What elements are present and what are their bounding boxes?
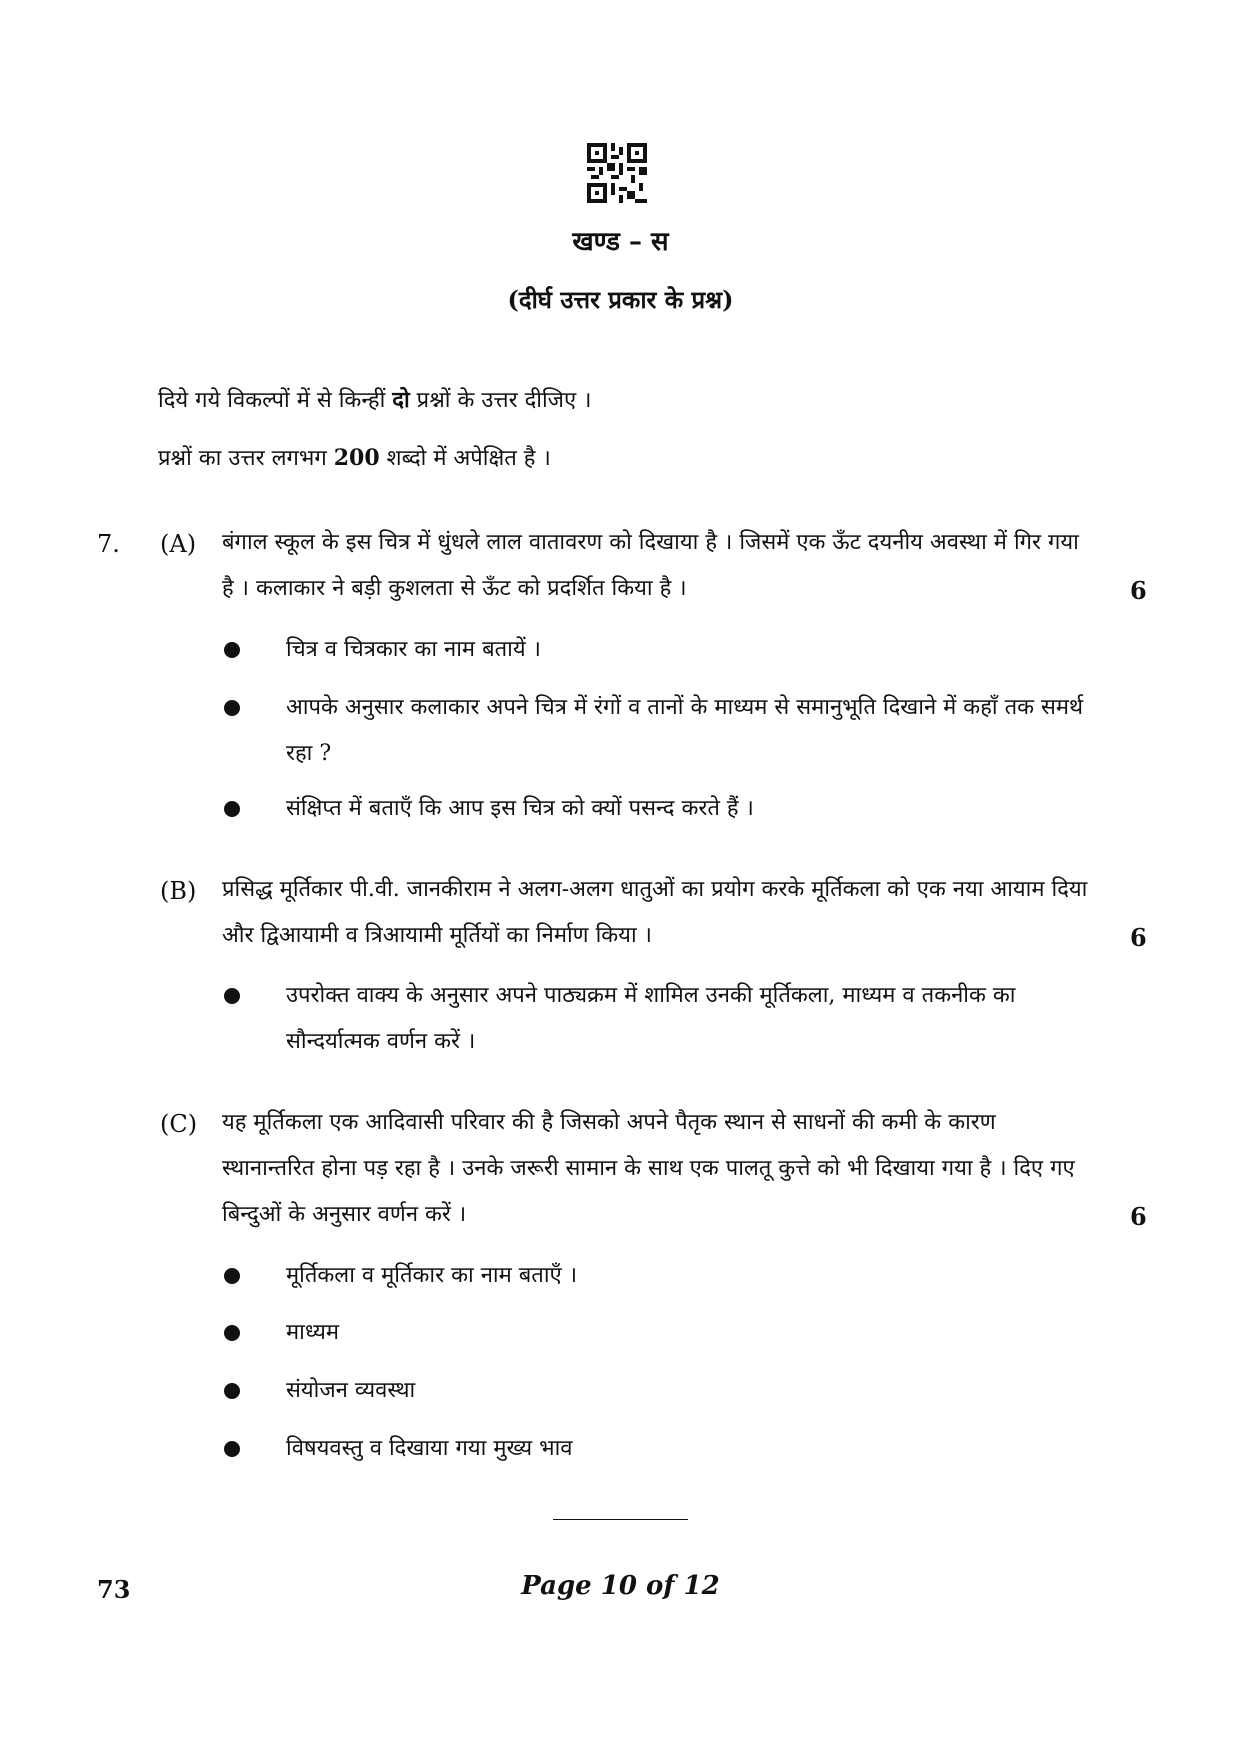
- question-number: 7.: [97, 530, 120, 558]
- marks-a: 6: [1130, 576, 1147, 605]
- bullet-icon: [224, 1441, 240, 1457]
- bullet-icon: [224, 1325, 240, 1341]
- bullet-text-c-3: संयोजन व्यवस्था: [286, 1378, 416, 1403]
- section-subtitle: (दीर्घ उत्तर प्रकार के प्रश्न): [507, 285, 734, 314]
- option-text-c: यह मूर्तिकला एक आदिवासी परिवार की है जिसको अपने पैतृक स्थान से साधनों की कमी के कारण स्थानान्तरित होना पड़ रहा है । उनके जरूरी सामान के साथ एक पालतू कुत्ते को भी दिखाया गया है । दिए गए बिन्दुओं के अनुसार वर्णन करें ।: [222, 1110, 1075, 1227]
- instruction-text: शब्दो में अपेक्षित है ।: [379, 446, 551, 471]
- bullet-icon: [224, 642, 240, 658]
- bullet-icon: [224, 801, 240, 817]
- option-text-b: प्रसिद्ध मूर्तिकार पी.वी. जानकीराम ने अलग-अलग धातुओं का प्रयोग करके मूर्तिकला को एक नया आयाम दिया और द्विआयामी व त्रिआयामी मूर्तियों का निर्माण किया ।: [222, 877, 1088, 948]
- instruction-line-2: [158, 442, 551, 472]
- marks-c: 6: [1130, 1202, 1147, 1231]
- section-title: खण्ड – स: [572, 227, 669, 257]
- instruction-text: दिये गये विकल्पों में से किन्हीं: [158, 388, 393, 413]
- instruction-text: प्रश्नों के उत्तर दीजिए ।: [409, 388, 592, 413]
- bullet-icon: [224, 1268, 240, 1284]
- option-label-a: (A): [160, 530, 197, 558]
- bullet-text-c-1: मूर्तिकला व मूर्तिकार का नाम बताएँ ।: [286, 1263, 578, 1288]
- bullet-icon: [224, 988, 240, 1004]
- paper-code: 73: [97, 1575, 131, 1604]
- page-number: Page 10 of 12: [521, 1571, 720, 1601]
- option-label-c: (C): [160, 1110, 198, 1138]
- bullet-text-a-2: आपके अनुसार कलाकार अपने चित्र में रंगों व तानों के माध्यम से समानुभूति दिखाने में कहाँ तक समर्थ रहा ?: [286, 695, 1084, 766]
- end-rule: [553, 1519, 688, 1520]
- qr-code: [587, 143, 647, 203]
- bullet-text-a-1: चित्र व चित्रकार का नाम बतायें ।: [286, 637, 541, 662]
- instruction-emphasis: 200: [333, 445, 380, 471]
- instruction-emphasis: दो: [392, 387, 410, 413]
- instruction-text: प्रश्नों का उत्तर लगभग: [158, 446, 334, 471]
- bullet-text-c-2: माध्यम: [286, 1320, 340, 1345]
- bullet-icon: [224, 700, 240, 716]
- option-text-a: बंगाल स्कूल के इस चित्र में धुंधले लाल वातावरण को दिखाया है । जिसमें एक ऊँट दयनीय अवस्था में गिर गया है । कलाकार ने बड़ी कुशलता से ऊँट को प्रदर्शित किया है ।: [222, 530, 1079, 601]
- instruction-line-1: [158, 384, 591, 414]
- bullet-icon: [224, 1383, 240, 1399]
- bullet-text-a-3: संक्षिप्त में बताएँ कि आप इस चित्र को क्यों पसन्द करते हैं ।: [286, 796, 754, 821]
- option-label-b: (B): [160, 877, 197, 905]
- bullet-text-c-4: विषयवस्तु व दिखाया गया मुख्य भाव: [286, 1436, 573, 1461]
- bullet-text-b-1: उपरोक्त वाक्य के अनुसार अपने पाठ्यक्रम में शामिल उनकी मूर्तिकला, माध्यम व तकनीक का सौन्दर्यात्मक वर्णन करें ।: [286, 983, 1016, 1054]
- marks-b: 6: [1130, 923, 1147, 952]
